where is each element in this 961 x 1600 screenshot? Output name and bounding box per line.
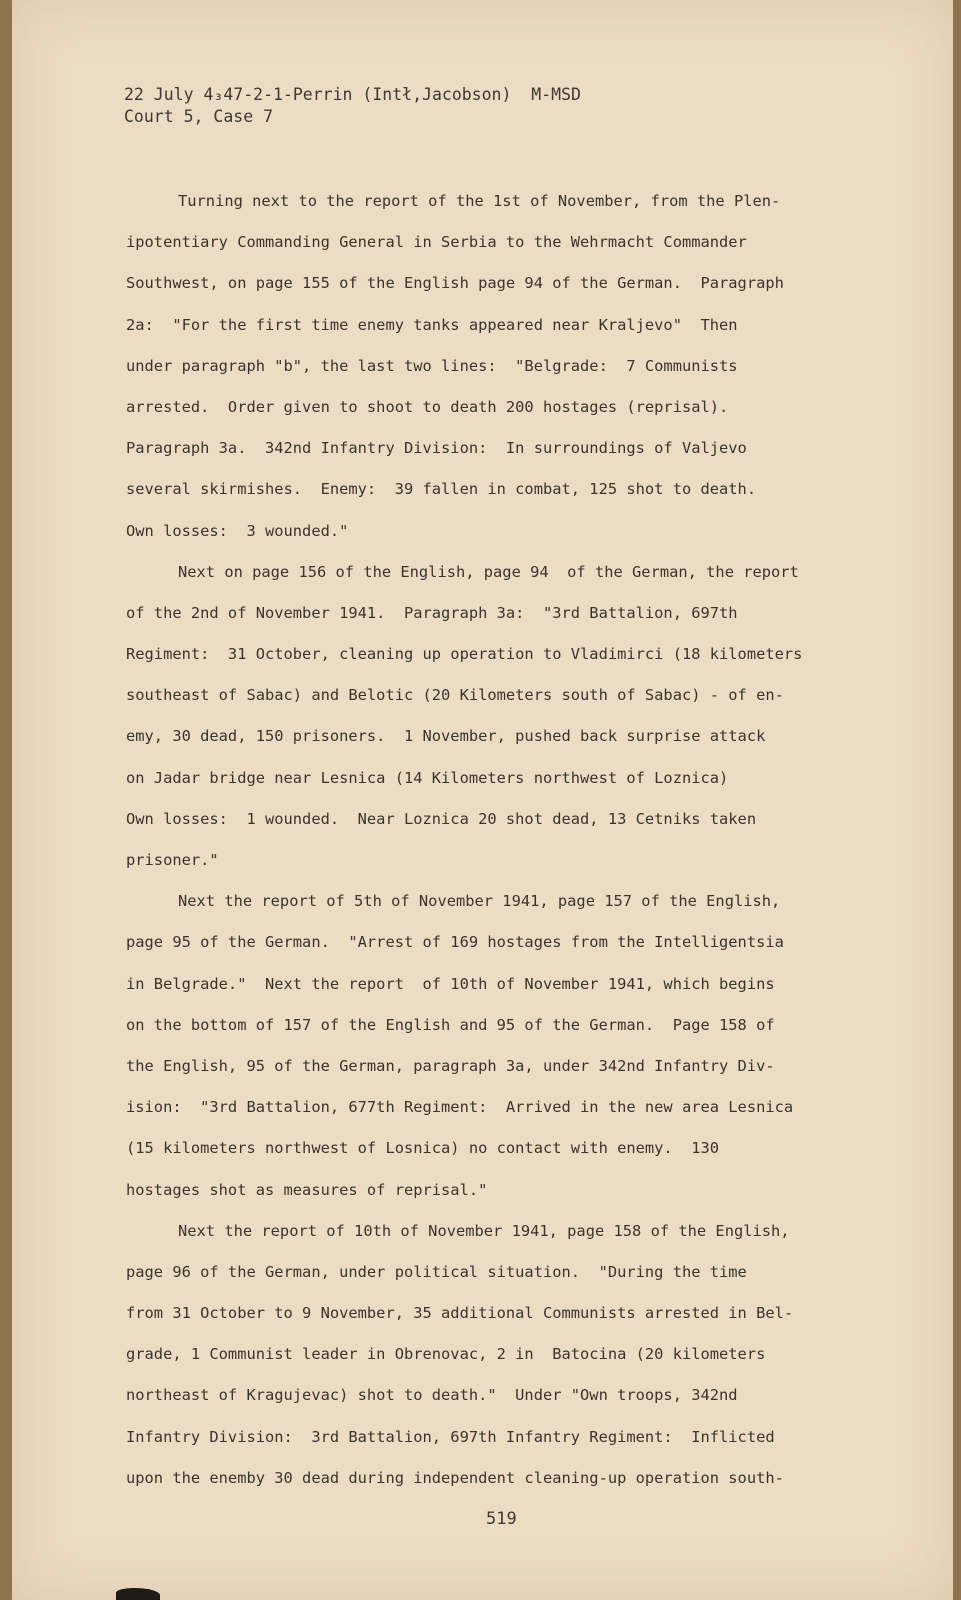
body-line: Next the report of 5th of November 1941, page 157 of the English, [178,892,781,911]
body-line: southeast of Sabac) and Belotic (20 Kilometers south of Sabac) - of en- [126,686,784,705]
body-line: hostages shot as measures of reprisal." [126,1180,488,1199]
body-line: of the 2nd of November 1941. Paragraph 3a: "3rd Battalion, 697th [126,603,738,622]
body-line: on Jadar bridge near Lesnica (14 Kilometers northwest of Loznica) [126,768,729,787]
body-line: under paragraph "b", the last two lines: "Belgrade: 7 Communists [126,356,738,375]
body-line: 2a: "For the first time enemy tanks appeared near Kraljevo" Then [126,315,738,334]
body-line: page 95 of the German. "Arrest of 169 hostages from the Intelligentsia [126,933,784,952]
page-number: 519 [486,1509,517,1529]
body-line: page 96 of the German, under political situation. "During the time [126,1262,747,1281]
body-line: arrested. Order given to shoot to death 200 hostages (reprisal). [126,397,729,416]
transcript-body [126,181,886,1499]
body-line: upon the enemby 30 dead during independent cleaning-up operation south- [126,1468,784,1487]
header-court-line: Court 5, Case 7 [124,107,274,126]
body-line: emy, 30 dead, 150 prisoners. 1 November, pushed back surprise attack [126,727,766,746]
body-line: Own losses: 1 wounded. Near Loznica 20 shot dead, 13 Cetniks taken [126,809,757,828]
body-line: Infantry Division: 3rd Battalion, 697th Infantry Regiment: Inflicted [126,1427,775,1446]
body-line: on the bottom of 157 of the English and 95 of the German. Page 158 of [126,1015,775,1034]
body-line: (15 kilometers northwest of Losnica) no contact with enemy. 130 [126,1139,720,1158]
body-line: Next the report of 10th of November 1941, page 158 of the English, [178,1221,790,1240]
ink-smudge [116,1588,160,1600]
body-line: Next on page 156 of the English, page 94 of the German, the report [178,562,799,581]
header-reference-line: 22 July 4₃47-2-1-Perrin (Intł,Jacobson) M-MSD [124,85,581,104]
body-line: ipotentiary Commanding General in Serbia to the Wehrmacht Commander [126,233,747,252]
body-line: ision: "3rd Battalion, 677th Regiment: Arrived in the new area Lesnica [126,1098,794,1117]
body-line: the English, 95 of the German, paragraph 3a, under 342nd Infantry Div- [126,1056,775,1075]
body-line: prisoner." [126,851,219,869]
body-line: in Belgrade." Next the report of 10th of November 1941, which begins [126,974,775,993]
body-line: Paragraph 3a. 342nd Infantry Division: In surroundings of Valjevo [126,439,747,458]
body-line: Turning next to the report of the 1st of November, from the Plen- [178,192,781,210]
body-line: Regiment: 31 October, cleaning up operation to Vladimirci (18 kilometers [126,645,803,664]
body-line: grade, 1 Communist leader in Obrenovac, 2 in Batocina (20 kilometers [126,1345,766,1364]
body-line: northeast of Kragujevac) shot to death." Under "Own troops, 342nd [126,1386,738,1405]
body-line: from 31 October to 9 November, 35 additional Communists arrested in Bel- [126,1304,794,1323]
paper-sheet [12,0,953,1600]
body-line: Southwest, on page 155 of the English page 94 of the German. Paragraph [126,274,784,293]
body-line: several skirmishes. Enemy: 39 fallen in combat, 125 shot to death. [126,480,757,499]
document-header [124,84,581,128]
body-line: Own losses: 3 wounded." [126,521,349,540]
